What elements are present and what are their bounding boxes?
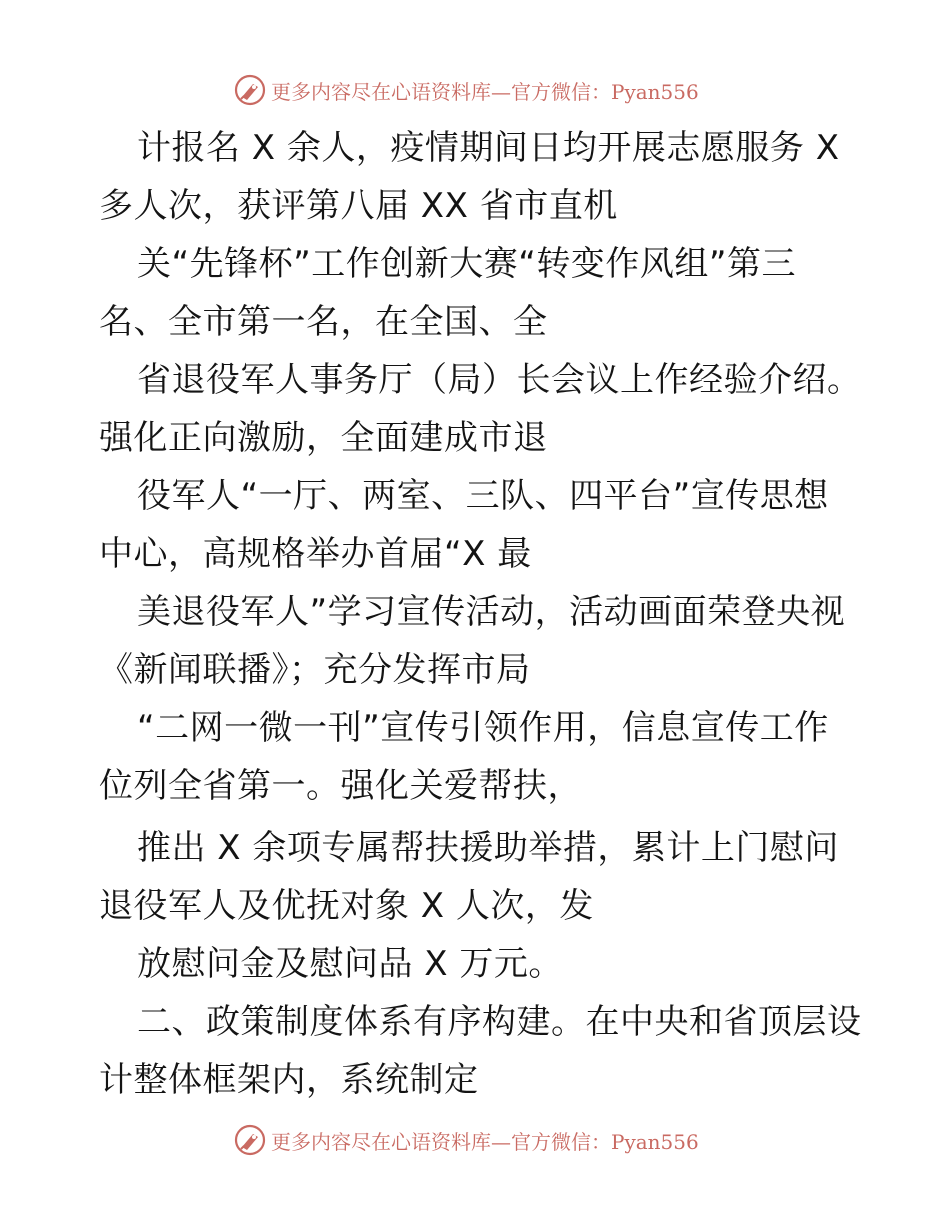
body-line: 关“先锋杯”工作创新大赛“转变作风组”第三 [137, 244, 796, 284]
body-line: 强化正向激励，全面建成市退 [99, 418, 548, 458]
pen-nib-seal-icon [233, 1123, 267, 1157]
body-line: 中心，高规格举办首届“X 最 [99, 534, 532, 574]
body-line: 位列全省第一。强化关爱帮扶， [99, 766, 582, 806]
body-line: 多人次，获评第八届 XX 省市直机 [99, 186, 618, 226]
footer-watermark-banner [0, 1122, 950, 1158]
body-line: 美退役军人”学习宣传活动，活动画面荣登央视 [137, 592, 846, 632]
body-line: 退役军人及优抚对象 X 人次，发 [99, 886, 594, 926]
body-line: 放慰问金及慰问品 X 万元。 [137, 944, 563, 984]
body-line: 省退役军人事务厅（局）长会议上作经验介绍。 [137, 360, 862, 400]
body-line: “二网一微一刊”宣传引领作用，信息宣传工作 [137, 708, 829, 748]
watermark-text: 更多内容尽在心语资料库—官方微信：Pyan556 [271, 1129, 699, 1154]
body-line: 名、全市第一名，在全国、全 [99, 302, 548, 342]
watermark-text: 更多内容尽在心语资料库—官方微信：Pyan556 [271, 79, 699, 104]
body-line: 计报名 X 余人，疫情期间日均开展志愿服务 X [137, 128, 840, 168]
body-line: 二、政策制度体系有序构建。在中央和省顶层设 [137, 1002, 862, 1042]
body-line: 计整体框架内，系统制定 [99, 1060, 479, 1100]
body-line: 役军人“一厅、两室、三队、四平台”宣传思想 [137, 476, 829, 516]
body-line: 《新闻联播》；充分发挥市局 [99, 650, 531, 690]
body-line: 推出 X 余项专属帮扶援助举措，累计上门慰问 [137, 828, 839, 868]
